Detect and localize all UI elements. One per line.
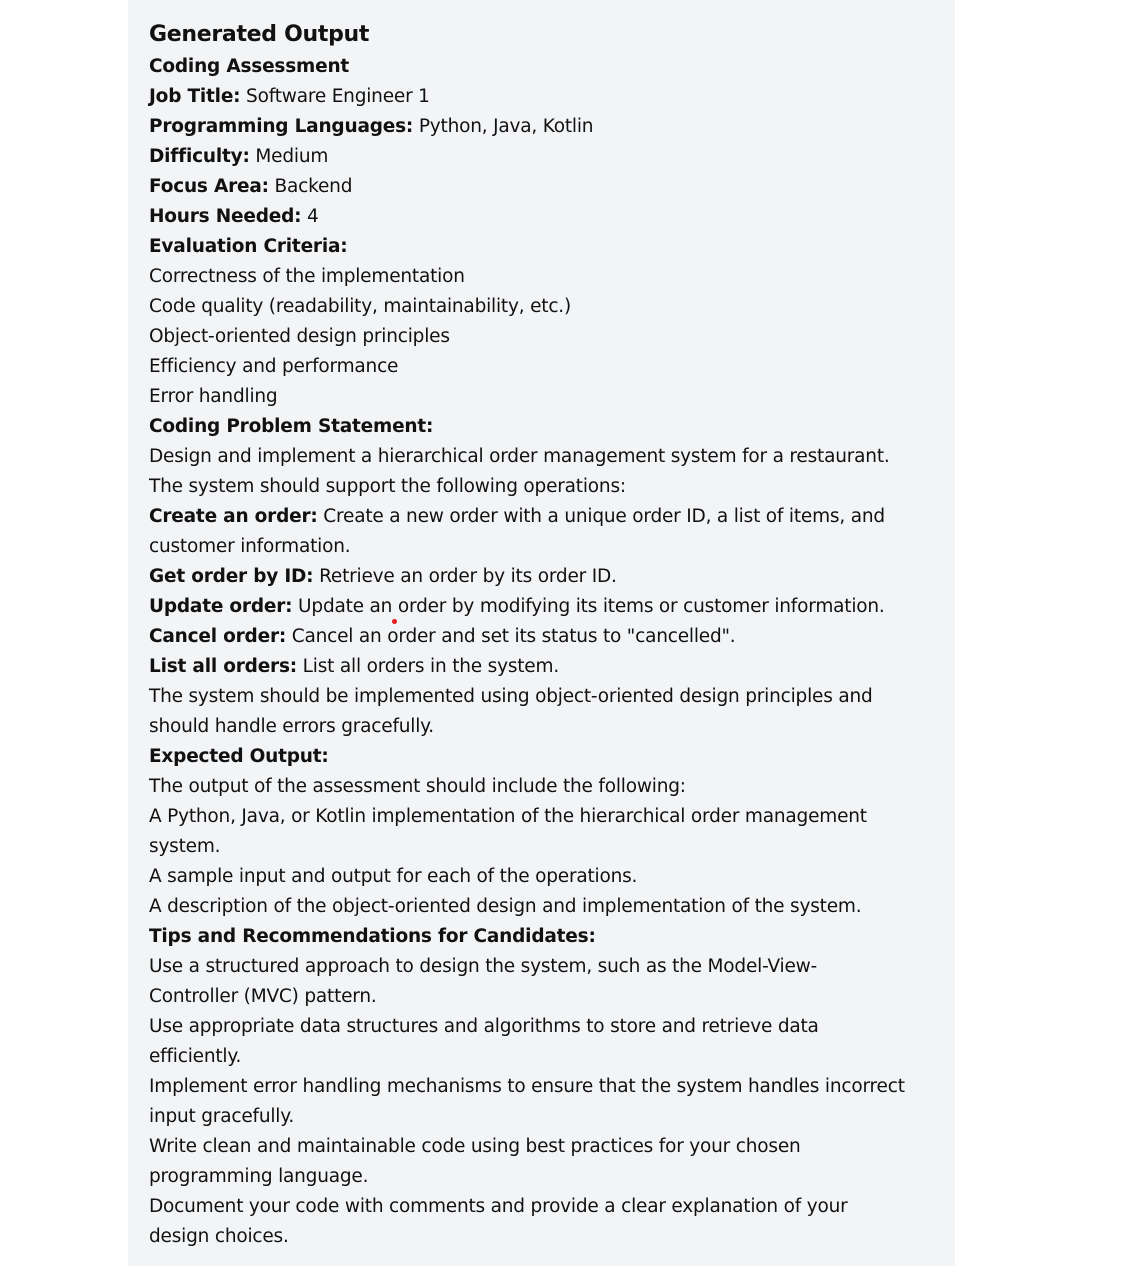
field-value: 4 xyxy=(301,206,319,227)
problem-intro: Design and implement a hierarchical order management system for a restaurant. xyxy=(149,446,890,467)
field-job-title xyxy=(149,82,939,112)
expected-item: A sample input and output for each of the operations. xyxy=(149,866,638,887)
operation-text: Update an order by modifying its items or customer information. xyxy=(292,596,885,617)
field-value: Software Engineer 1 xyxy=(240,86,430,107)
tip-item: Implement error handling mechanisms to ensure that the system handles incorrect xyxy=(149,1076,905,1097)
expected-item: A Python, Java, or Kotlin implementation of the hierarchical order management xyxy=(149,806,867,827)
expected-intro: The output of the assessment should include the following: xyxy=(149,776,686,797)
expected-item-cont: system. xyxy=(149,836,221,857)
field-label: Focus Area: xyxy=(149,176,269,197)
operation-label: Update order: xyxy=(149,596,293,617)
problem-intro-2: The system should support the following operations: xyxy=(149,476,626,497)
field-value: Python, Java, Kotlin xyxy=(413,116,594,137)
operation-create xyxy=(149,502,939,532)
evaluation-item: Efficiency and performance xyxy=(149,356,399,377)
operation-label: Cancel order: xyxy=(149,626,287,647)
field-label: Difficulty: xyxy=(149,146,250,167)
field-value: Medium xyxy=(249,146,329,167)
operation-cancel xyxy=(149,622,939,652)
evaluation-item: Code quality (readability, maintainability, etc.) xyxy=(149,296,571,317)
cursor-marker-icon xyxy=(392,619,397,624)
problem-closing: The system should be implemented using object-oriented design principles and xyxy=(149,686,873,707)
field-difficulty xyxy=(149,142,939,172)
evaluation-item: Error handling xyxy=(149,386,278,407)
panel-title: Generated Output xyxy=(149,22,370,47)
tip-item-cont: Controller (MVC) pattern. xyxy=(149,986,377,1007)
expected-heading: Expected Output: xyxy=(149,746,329,767)
operation-list xyxy=(149,652,939,682)
problem-closing-2: should handle errors gracefully. xyxy=(149,716,434,737)
operation-update xyxy=(149,592,939,622)
field-value: Backend xyxy=(268,176,353,197)
field-label: Hours Needed: xyxy=(149,206,302,227)
field-focus-area xyxy=(149,172,939,202)
expected-item: A description of the object-oriented design and implementation of the system. xyxy=(149,896,862,917)
operation-text: Create a new order with a unique order ID, a list of items, and xyxy=(317,506,885,527)
tip-item-cont: design choices. xyxy=(149,1226,289,1247)
output-content xyxy=(149,18,939,1252)
assessment-heading: Coding Assessment xyxy=(149,56,350,77)
operation-text: Cancel an order and set its status to "cancelled". xyxy=(286,626,736,647)
tip-item-cont: efficiently. xyxy=(149,1046,242,1067)
tips-heading: Tips and Recommendations for Candidates: xyxy=(149,926,596,947)
problem-heading: Coding Problem Statement: xyxy=(149,416,434,437)
tip-item: Document your code with comments and provide a clear explanation of your xyxy=(149,1196,848,1217)
operation-label: Create an order: xyxy=(149,506,318,527)
evaluation-item: Correctness of the implementation xyxy=(149,266,465,287)
operation-label: List all orders: xyxy=(149,656,297,677)
generated-output-panel xyxy=(128,0,955,1266)
tip-item-cont: input gracefully. xyxy=(149,1106,295,1127)
field-label: Programming Languages: xyxy=(149,116,414,137)
operation-create-cont: customer information. xyxy=(149,536,351,557)
operation-label: Get order by ID: xyxy=(149,566,314,587)
operation-text: List all orders in the system. xyxy=(297,656,559,677)
evaluation-heading: Evaluation Criteria: xyxy=(149,236,348,257)
field-label: Job Title: xyxy=(149,86,241,107)
tip-item: Use a structured approach to design the system, such as the Model-View- xyxy=(149,956,818,977)
tip-item: Write clean and maintainable code using best practices for your chosen xyxy=(149,1136,801,1157)
tip-item-cont: programming language. xyxy=(149,1166,369,1187)
field-languages xyxy=(149,112,939,142)
operation-get xyxy=(149,562,939,592)
tip-item: Use appropriate data structures and algorithms to store and retrieve data xyxy=(149,1016,819,1037)
field-hours xyxy=(149,202,939,232)
operation-text: Retrieve an order by its order ID. xyxy=(313,566,617,587)
evaluation-item: Object-oriented design principles xyxy=(149,326,450,347)
